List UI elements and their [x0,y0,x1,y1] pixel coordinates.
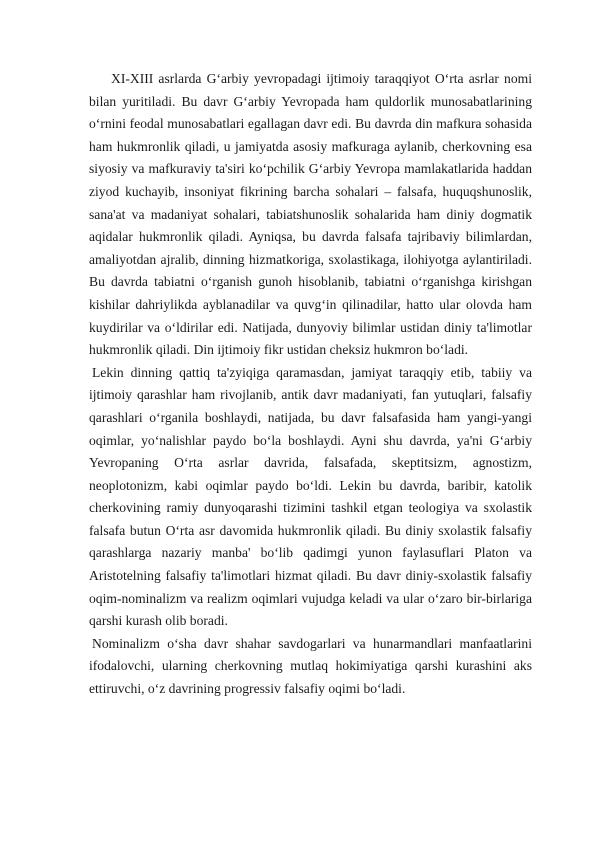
paragraph-new-currents: Lekin dinning qattiq ta'zyiqiga qaramasdan, jamiyat taraqqiy etib, tabiiy va ijtimoiy qarashlar ham rivojlanib, antik davr madaniyati, fan yutuqlari, falsafiy qarashlari o‘rganila boshlaydi, natijada, bu davr falsafasida ham yangi-yangi oqimlar, yo‘nalishlar paydo bo‘la boshlaydi. Ayni shu davrda, ya'ni G‘arbiy Yevropaning O‘rta asrlar davrida, falsafada, skeptitsizm, agnostizm, neoplotonizm, kabi oqimlar paydo bo‘ldi. Lekin bu davrda, baribir, katolik cherkovining ramiy dunyoqarashi tizimini tashkil etgan teologiya va sxolastik falsafa butun O‘rta asr davomida hukmronlik qiladi. Bu diniy sxolastik falsafiy qarashlarga nazariy manba' bo‘lib qadimgi yunon faylasuflari Platon va Aristotelning falsafiy ta'limotlari hizmat qiladi. Bu davr diniy-sxolastik falsafiy oqim-nominalizm va realizm oqimlari vujudga keladi va ular o‘zaro bir-birlariga qarshi kurash olib boradi. [89,364,532,629]
paragraph-middle-ages-intro: XI-XIII asrlarda G‘arbiy yevropadagi ijtimoiy taraqqiyot O‘rta asrlar nomi bilan yuritiladi. Bu davr G‘arbiy Yevropada ham quldorlik munosabatlarining o‘rnini feodal munosabatlari egallagan davr edi. Bu davrda din mafkura sohasida ham hukmronlik qiladi, u jamiyatda asosiy mafkuraga aylanib, cherkovning esa siyosiy va mafkuraviy ta'siri ko‘pchilik G‘arbiy Yevropa mamlakatlarida haddan ziyod kuchayib, insoniyat fikrining barcha sohalari – falsafa, huquqshunoslik, sana'at va madaniyat sohalari, tabiatshunoslik sohalarida ham diniy dogmatik aqidalar hukmronlik qiladi. Ayniqsa, bu davrda falsafa tajribaviy bilimlardan, amaliyotdan ajralib, dinning hizmatkoriga, sxolastikaga, ilohiyotga aylantiriladi. Bu davrda tabiatni o‘rganish gunoh hisoblanib, tabiatni o‘rganishga kirishgan kishilar dahriylikda ayblanadilar va quvg‘in qilinadilar, hatto ular olovda ham kuydirilar va o‘ldirilar edi. Natijada, dunyoviy bilimlar ustidan diniy ta'limotlar hukmronlik qiladi. Din ijtimoiy fikr ustidan cheksiz hukmron bo‘ladi. [89,71,532,358]
paragraph-nominalism: Nominalizm o‘sha davr shahar savdogarlari va hunarmandlari manfaatlarini ifodalovchi, ularning cherkovning mutlaq hokimiyatiga qarshi kurashini aks ettiruvchi, o‘z davrining progressiv falsafiy oqimi bo‘ladi. [89,635,532,697]
document-body [89,68,532,701]
